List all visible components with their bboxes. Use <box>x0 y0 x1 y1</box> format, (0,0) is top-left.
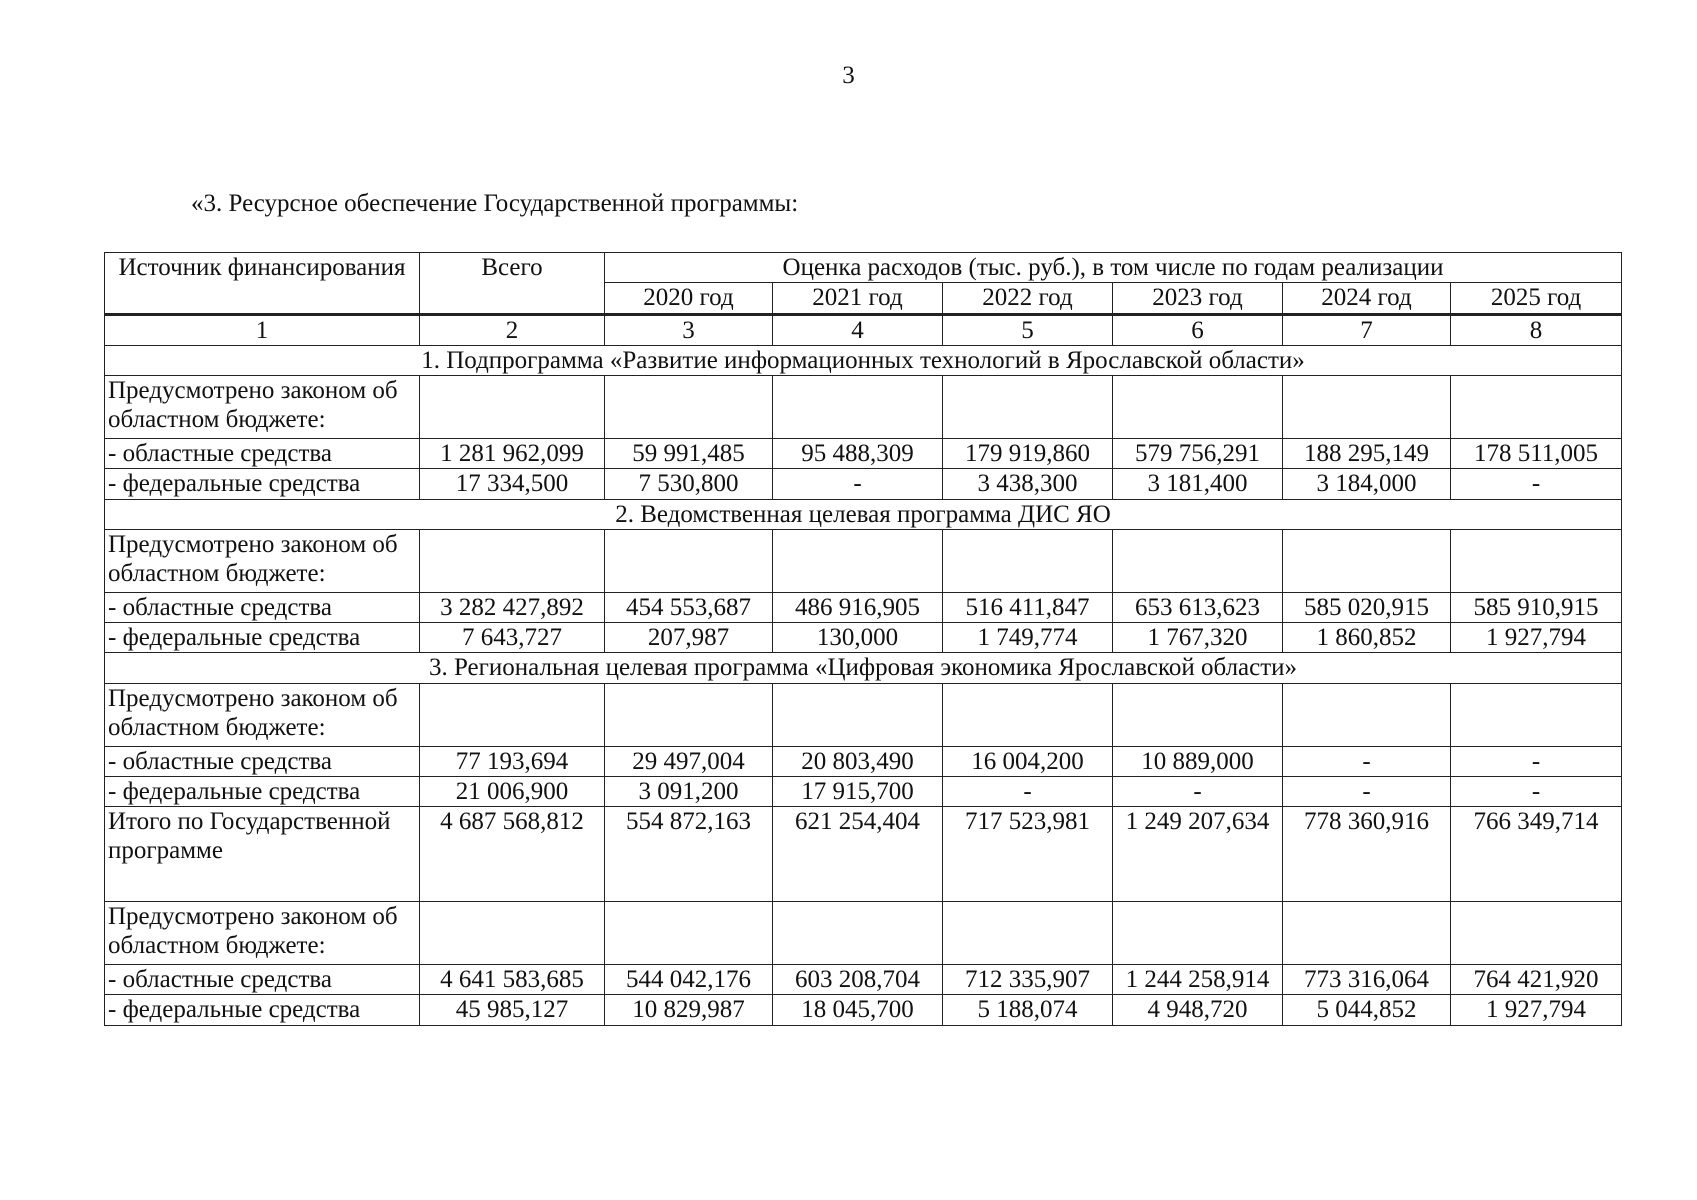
column-number: 8 <box>1451 314 1622 345</box>
row-label: - областные средства <box>105 439 420 469</box>
value-cell: 1 927,794 <box>1451 995 1622 1025</box>
total-value: 766 349,714 <box>1451 807 1622 902</box>
value-cell: 45 985,127 <box>420 995 605 1025</box>
empty-cell <box>1283 902 1451 965</box>
total-value: 621 254,404 <box>773 807 943 902</box>
value-cell: 7 643,727 <box>420 623 605 653</box>
value-cell: 188 295,149 <box>1283 439 1451 469</box>
subheader-row <box>105 683 1622 746</box>
value-cell: 773 316,064 <box>1283 965 1451 995</box>
section-heading: 2. Ведомственная целевая программа ДИС ЯО <box>105 499 1622 529</box>
header-year: 2020 год <box>605 283 773 314</box>
subheader-label: Предусмотрено законом об областном бюджете: <box>105 683 420 746</box>
value-cell: 179 919,860 <box>943 439 1113 469</box>
section-title-row <box>105 499 1622 529</box>
section-title: «3. Ресурсное обеспечение Государственной программы: <box>191 190 799 217</box>
total-label: Итого по Государственной программе <box>105 807 420 902</box>
header-source: Источник финансирования <box>105 253 420 315</box>
value-cell: 29 497,004 <box>605 746 773 776</box>
empty-cell <box>943 683 1113 746</box>
column-number: 1 <box>105 314 420 345</box>
empty-cell <box>1283 529 1451 592</box>
value-cell: 7 530,800 <box>605 469 773 499</box>
table-row <box>105 776 1622 806</box>
header-year: 2021 год <box>773 283 943 314</box>
row-label: - федеральные средства <box>105 469 420 499</box>
header-year: 2024 год <box>1283 283 1451 314</box>
header-year: 2023 год <box>1113 283 1283 314</box>
value-cell: 764 421,920 <box>1451 965 1622 995</box>
subheader-label: Предусмотрено законом об областном бюджете: <box>105 529 420 592</box>
column-number: 7 <box>1283 314 1451 345</box>
value-cell: - <box>1113 776 1283 806</box>
value-cell: 516 411,847 <box>943 592 1113 622</box>
table-row <box>105 439 1622 469</box>
value-cell: 1 860,852 <box>1283 623 1451 653</box>
header-year: 2025 год <box>1451 283 1622 314</box>
value-cell: 603 208,704 <box>773 965 943 995</box>
value-cell: 1 927,794 <box>1451 623 1622 653</box>
value-cell: 178 511,005 <box>1451 439 1622 469</box>
value-cell: 3 184,000 <box>1283 469 1451 499</box>
empty-cell <box>1283 376 1451 439</box>
empty-cell <box>420 376 605 439</box>
empty-cell <box>943 376 1113 439</box>
value-cell: - <box>1283 746 1451 776</box>
empty-cell <box>773 529 943 592</box>
table-row <box>105 623 1622 653</box>
table-row <box>105 469 1622 499</box>
value-cell: 207,987 <box>605 623 773 653</box>
row-label: - федеральные средства <box>105 776 420 806</box>
header-year: 2022 год <box>943 283 1113 314</box>
value-cell: 5 044,852 <box>1283 995 1451 1025</box>
value-cell: 3 181,400 <box>1113 469 1283 499</box>
subheader-row <box>105 529 1622 592</box>
value-cell: 544 042,176 <box>605 965 773 995</box>
empty-cell <box>1283 683 1451 746</box>
section-title-row <box>105 345 1622 375</box>
value-cell: 4 948,720 <box>1113 995 1283 1025</box>
empty-cell <box>420 529 605 592</box>
header-row <box>105 253 1622 283</box>
column-number-row <box>105 314 1622 345</box>
empty-cell <box>943 529 1113 592</box>
empty-cell <box>1113 376 1283 439</box>
row-label: - областные средства <box>105 965 420 995</box>
value-cell: 3 282 427,892 <box>420 592 605 622</box>
value-cell: 585 910,915 <box>1451 592 1622 622</box>
value-cell: 1 749,774 <box>943 623 1113 653</box>
total-value: 717 523,981 <box>943 807 1113 902</box>
value-cell: - <box>1283 776 1451 806</box>
column-number: 3 <box>605 314 773 345</box>
empty-cell <box>1451 376 1622 439</box>
value-cell: - <box>1451 776 1622 806</box>
empty-cell <box>1451 902 1622 965</box>
value-cell: 653 613,623 <box>1113 592 1283 622</box>
table-row <box>105 995 1622 1025</box>
empty-cell <box>1113 683 1283 746</box>
value-cell: 1 767,320 <box>1113 623 1283 653</box>
header-total: Всего <box>420 253 605 315</box>
value-cell: 130,000 <box>773 623 943 653</box>
value-cell: 95 488,309 <box>773 439 943 469</box>
empty-cell <box>605 683 773 746</box>
row-label: - областные средства <box>105 746 420 776</box>
value-cell: 17 915,700 <box>773 776 943 806</box>
value-cell: 18 045,700 <box>773 995 943 1025</box>
value-cell: 454 553,687 <box>605 592 773 622</box>
resource-table <box>104 252 1622 1026</box>
value-cell: - <box>1451 746 1622 776</box>
value-cell: 1 244 258,914 <box>1113 965 1283 995</box>
column-number: 6 <box>1113 314 1283 345</box>
value-cell: - <box>773 469 943 499</box>
subheader-row <box>105 376 1622 439</box>
table-row <box>105 592 1622 622</box>
row-label: - федеральные средства <box>105 995 420 1025</box>
empty-cell <box>773 376 943 439</box>
column-number: 5 <box>943 314 1113 345</box>
value-cell: 10 889,000 <box>1113 746 1283 776</box>
value-cell: 10 829,987 <box>605 995 773 1025</box>
value-cell: 77 193,694 <box>420 746 605 776</box>
value-cell: 5 188,074 <box>943 995 1113 1025</box>
empty-cell <box>1113 529 1283 592</box>
value-cell: 16 004,200 <box>943 746 1113 776</box>
total-row <box>105 807 1622 902</box>
value-cell: 20 803,490 <box>773 746 943 776</box>
empty-cell <box>420 902 605 965</box>
value-cell: 486 916,905 <box>773 592 943 622</box>
total-value: 554 872,163 <box>605 807 773 902</box>
table-row <box>105 965 1622 995</box>
empty-cell <box>605 529 773 592</box>
value-cell: 1 281 962,099 <box>420 439 605 469</box>
empty-cell <box>773 683 943 746</box>
empty-cell <box>1113 902 1283 965</box>
total-value: 1 249 207,634 <box>1113 807 1283 902</box>
header-estimate: Оценка расходов (тыс. руб.), в том числе по годам реализации <box>605 253 1622 283</box>
empty-cell <box>943 902 1113 965</box>
value-cell: - <box>1451 469 1622 499</box>
value-cell: 59 991,485 <box>605 439 773 469</box>
page-number: 3 <box>842 62 855 89</box>
value-cell: 585 020,915 <box>1283 592 1451 622</box>
empty-cell <box>605 376 773 439</box>
value-cell: 712 335,907 <box>943 965 1113 995</box>
column-number: 4 <box>773 314 943 345</box>
section-heading: 3. Региональная целевая программа «Цифровая экономика Ярославской области» <box>105 653 1622 683</box>
table-row <box>105 746 1622 776</box>
subheader-row <box>105 902 1622 965</box>
value-cell: 4 641 583,685 <box>420 965 605 995</box>
value-cell: - <box>943 776 1113 806</box>
value-cell: 21 006,900 <box>420 776 605 806</box>
total-value: 4 687 568,812 <box>420 807 605 902</box>
section-title-row <box>105 653 1622 683</box>
section-heading: 1. Подпрограмма «Развитие информационных технологий в Ярославской области» <box>105 345 1622 375</box>
value-cell: 3 438,300 <box>943 469 1113 499</box>
empty-cell <box>605 902 773 965</box>
total-value: 778 360,916 <box>1283 807 1451 902</box>
subheader-label: Предусмотрено законом об областном бюджете: <box>105 376 420 439</box>
column-number: 2 <box>420 314 605 345</box>
empty-cell <box>1451 529 1622 592</box>
value-cell: 17 334,500 <box>420 469 605 499</box>
empty-cell <box>420 683 605 746</box>
subheader-label: Предусмотрено законом об областном бюджете: <box>105 902 420 965</box>
row-label: - областные средства <box>105 592 420 622</box>
value-cell: 3 091,200 <box>605 776 773 806</box>
value-cell: 579 756,291 <box>1113 439 1283 469</box>
empty-cell <box>1451 683 1622 746</box>
empty-cell <box>773 902 943 965</box>
row-label: - федеральные средства <box>105 623 420 653</box>
